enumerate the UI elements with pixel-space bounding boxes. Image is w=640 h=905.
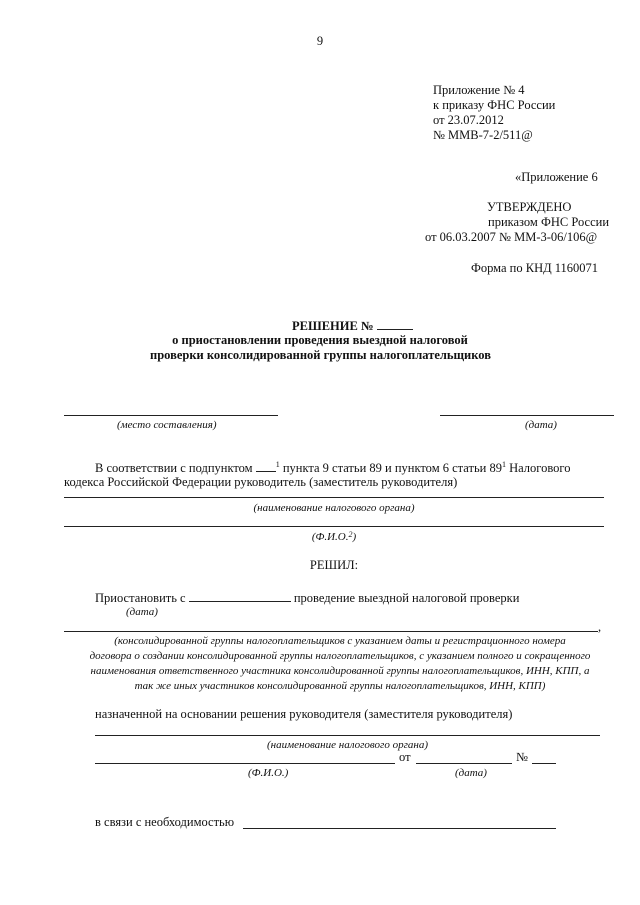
form-code: Форма по КНД 1160071 [471, 261, 599, 275]
intro-part2: пункта 9 статьи 89 и пунктом 6 статьи 89 [282, 461, 502, 475]
tax-authority-line-2 [95, 735, 600, 736]
title-decision-text: РЕШЕНИЕ № [292, 319, 374, 333]
decided-heading: РЕШИЛ: [309, 558, 359, 572]
place-label: (место составления) [117, 419, 217, 431]
fio-footnote: 2 [348, 530, 353, 539]
appointed-text: назначенной на основании решения руководителя (заместителя руководителя) [95, 707, 513, 721]
number-sign: № [516, 750, 528, 764]
intro-part3: Налогового [509, 461, 571, 475]
group-note-line2: договора о создании консолидированной группы налогоплательщиков, с указанием полного и сокращенного [89, 650, 591, 662]
appendix-header-line3: от 23.07.2012 [433, 113, 504, 127]
intro-footnote-2: 1 [501, 460, 506, 469]
intro-footnote-1: 1 [275, 460, 280, 469]
group-note-line1: (консолидированной группы налогоплательщиков с указанием даты и регистрационного номера [114, 635, 566, 647]
date-line [440, 415, 614, 416]
group-note-line3: наименования ответственного участника консолидированной группы налогоплательщиков, ИНН, КПП, а [90, 665, 590, 677]
title-decision [292, 318, 413, 334]
appendix-header-line2: к приказу ФНС России [433, 98, 556, 112]
suspend-date-blank [189, 590, 291, 602]
group-note-line4: так же иных участников консолидированной группы налогоплательщиков, ИНН, КПП) [134, 680, 546, 692]
suspend-date-label: (дата) [126, 606, 158, 618]
date-label-2: (дата) [455, 767, 487, 779]
necessity-text: в связи с необходимостью [95, 815, 235, 829]
suspend-part1: Приостановить с [95, 591, 186, 605]
approved-line1: УТВЕРЖДЕНО [487, 200, 572, 214]
page-number: 9 [316, 34, 324, 48]
suspend-part2: проведение выездной налоговой проверки [293, 591, 520, 605]
intro-part1: В соответствии с подпунктом [95, 461, 253, 475]
place-line [64, 415, 278, 416]
tax-authority-line [64, 497, 604, 498]
fio-line-2 [95, 763, 395, 764]
suspend-line [95, 590, 519, 606]
trailing-comma: , [598, 620, 602, 634]
from-label: от [399, 750, 411, 764]
title-line2: о приостановлении проведения выездной налоговой [172, 333, 468, 347]
appendix-header-line4: № ММВ-7-2/511@ [433, 128, 533, 142]
intro-line1 [95, 460, 570, 476]
fio-label-close: ) [352, 531, 357, 543]
tax-authority-label-2: (наименование налогового органа) [266, 739, 429, 751]
fio-label-2: (Ф.И.О.) [248, 767, 289, 779]
intro-line2: кодекса Российской Федерации руководитель (заместитель руководителя) [64, 475, 458, 489]
fio-label-text: (Ф.И.О. [311, 531, 349, 543]
fio-line [64, 526, 604, 527]
tax-authority-label: (наименование налогового органа) [253, 502, 415, 514]
subparagraph-blank [256, 460, 276, 472]
order-date-line [416, 763, 512, 764]
approved-line2: приказом ФНС России [488, 215, 610, 229]
fio-label [64, 530, 604, 545]
appendix-header-line1: Приложение № 4 [433, 83, 525, 97]
necessity-line [243, 828, 556, 829]
approved-line3: от 06.03.2007 № ММ-3-06/106@ [425, 230, 598, 244]
date-label: (дата) [525, 419, 557, 431]
decision-number-blank [377, 318, 413, 330]
title-line3: проверки консолидированной группы налогоплательщиков [150, 348, 491, 362]
order-number-line [532, 763, 556, 764]
appendix-6-label: «Приложение 6 [515, 170, 598, 184]
group-line [64, 631, 598, 632]
